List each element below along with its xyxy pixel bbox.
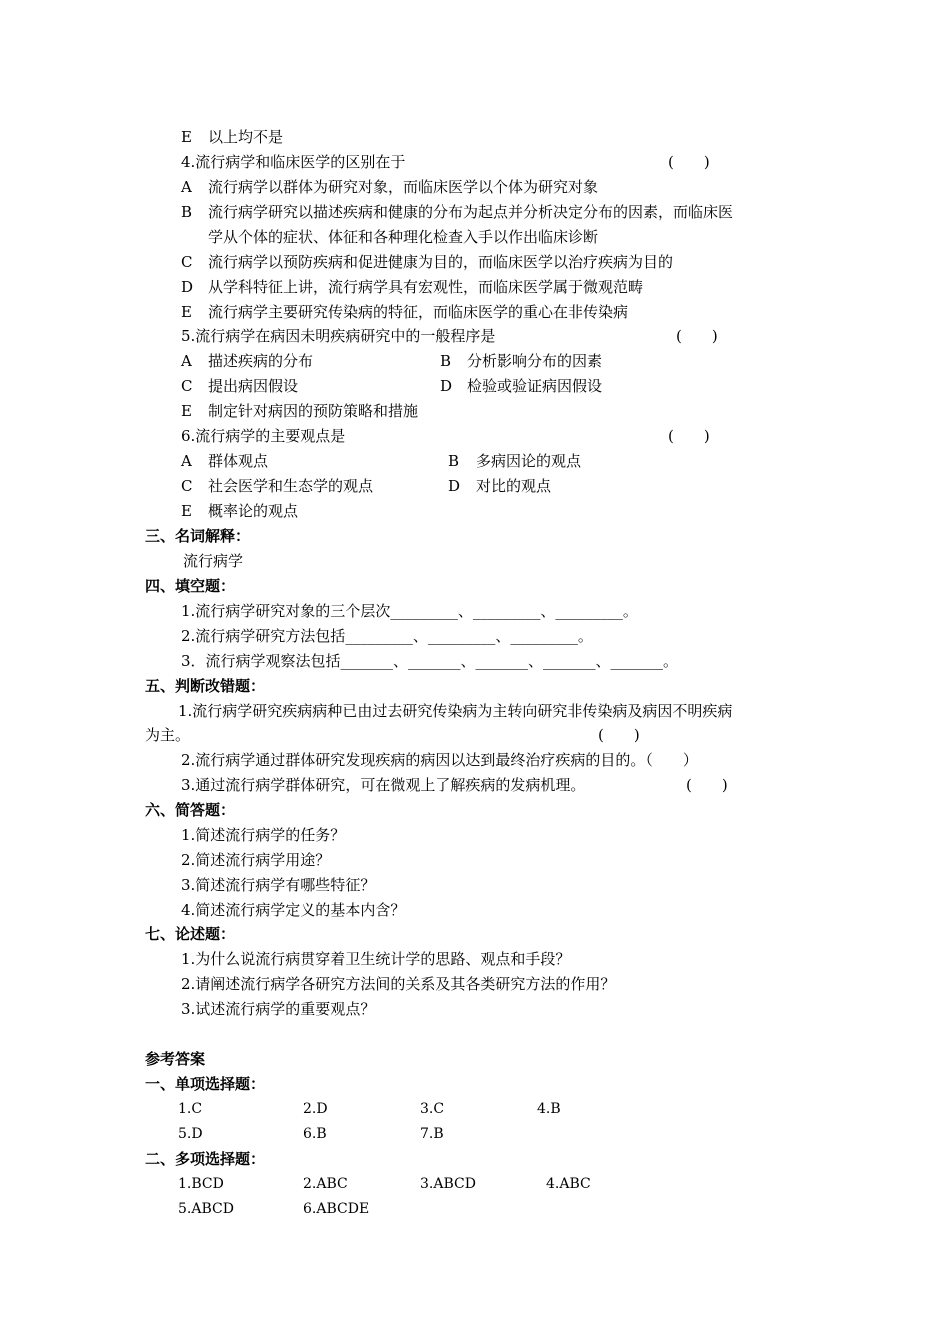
section-heading: 六、简答题： — [145, 801, 236, 819]
option-letter: D — [181, 278, 194, 296]
essay-item: 3.试述流行病学的重要观点？ — [181, 1000, 376, 1018]
answer-paren: ( ) — [668, 427, 710, 445]
judge-item: 1.流行病学研究疾病病种已由过去研究传染病为主转向研究非传染病及病因不明疾病 — [178, 702, 733, 720]
option-letter: A — [181, 178, 192, 196]
option-text: 社会医学和生态学的观点 — [208, 477, 374, 495]
question-stem: 4.流行病学和临床医学的区别在于 — [181, 153, 406, 171]
option-text: 流行病学以群体为研究对象，而临床医学以个体为研究对象 — [208, 178, 599, 196]
section-heading: 三、名词解释： — [145, 527, 251, 545]
answer-item: 4.B — [537, 1101, 561, 1117]
section-heading: 一、单项选择题： — [145, 1075, 266, 1093]
option-text: 多病因论的观点 — [476, 452, 582, 470]
answer-item: 6.B — [303, 1126, 327, 1142]
short-answer-item: 2.简述流行病学用途？ — [181, 851, 331, 869]
option-text: 对比的观点 — [476, 477, 552, 495]
option-letter: B — [181, 203, 193, 221]
answer-item: 5.D — [178, 1126, 203, 1142]
answer-item: 2.ABC — [303, 1176, 348, 1192]
answer-paren: ( ) — [598, 726, 640, 744]
option-text: 分析影响分布的因素 — [467, 352, 603, 370]
option-letter: E — [181, 303, 192, 321]
option-letter: A — [181, 352, 192, 370]
answer-item: 3.C — [420, 1101, 445, 1117]
short-answer-item: 4.简述流行病学定义的基本内含？ — [181, 901, 406, 919]
option-text: 以上均不是 — [208, 128, 284, 146]
answer-item: 7.B — [420, 1126, 444, 1142]
option-letter: E — [181, 402, 192, 420]
option-text: 流行病学以预防疾病和促进健康为目的，而临床医学以治疗疾病为目的 — [208, 253, 674, 271]
option-text: 检验或验证病因假设 — [467, 377, 603, 395]
answer-item: 4.ABC — [546, 1176, 591, 1192]
judge-item: 2.流行病学通过群体研究发现疾病的病因以达到最终治疗疾病的目的。（ ） — [181, 751, 698, 769]
option-text: 流行病学主要研究传染病的特征，而临床医学的重心在非传染病 — [208, 303, 629, 321]
fill-blank-item: 2.流行病学研究方法包括_________、_________、_________。 — [181, 627, 593, 645]
option-text: 描述疾病的分布 — [208, 352, 314, 370]
answers-title: 参考答案 — [145, 1050, 206, 1068]
option-letter: A — [181, 452, 192, 470]
question-stem: 5.流行病学在病因未明疾病研究中的一般程序是 — [181, 327, 496, 345]
answer-item: 2.D — [303, 1101, 328, 1117]
answer-paren: ( ) — [686, 776, 728, 794]
judge-item: 3.通过流行病学群体研究，可在微观上了解疾病的发病机理。 — [181, 776, 586, 794]
option-text-continued: 学从个体的症状、体征和各种理化检查入手以作出临床诊断 — [208, 228, 599, 246]
answer-item: 5.ABCD — [178, 1201, 234, 1217]
section-heading: 四、填空题： — [145, 577, 236, 595]
option-letter: B — [448, 452, 460, 470]
option-text: 流行病学研究以描述疾病和健康的分布为起点并分析决定分布的因素，而临床医 — [208, 203, 734, 221]
answer-item: 1.BCD — [178, 1176, 224, 1192]
option-text: 从学科特征上讲，流行病学具有宏观性，而临床医学属于微观范畴 — [208, 278, 644, 296]
answer-item: 1.C — [178, 1101, 203, 1117]
section-heading: 二、多项选择题： — [145, 1150, 266, 1168]
option-letter: C — [181, 477, 193, 495]
option-letter: D — [448, 477, 461, 495]
option-letter: E — [181, 502, 192, 520]
answer-item: 6.ABCDE — [303, 1201, 370, 1217]
option-text: 概率论的观点 — [208, 502, 299, 520]
answer-paren: ( ) — [668, 153, 710, 171]
option-letter: B — [440, 352, 452, 370]
option-text: 群体观点 — [208, 452, 269, 470]
fill-blank-item: 3．流行病学观察法包括_______、_______、_______、_______、_______。 — [181, 652, 679, 670]
judge-item-continued: 为主。 — [145, 726, 191, 744]
essay-item: 2.请阐述流行病学各研究方法间的关系及其各类研究方法的作用？ — [181, 975, 616, 993]
short-answer-item: 1.简述流行病学的任务？ — [181, 826, 346, 844]
option-text: 提出病因假设 — [208, 377, 299, 395]
question-stem: 6.流行病学的主要观点是 — [181, 427, 346, 445]
option-letter: C — [181, 377, 193, 395]
answer-item: 3.ABCD — [420, 1176, 476, 1192]
option-letter: C — [181, 253, 193, 271]
term-item: 流行病学 — [183, 552, 244, 570]
fill-blank-item: 1.流行病学研究对象的三个层次_________、_________、_________。 — [181, 602, 638, 620]
answer-paren: ( ) — [676, 327, 718, 345]
section-heading: 七、论述题： — [145, 925, 236, 943]
short-answer-item: 3.简述流行病学有哪些特征？ — [181, 876, 376, 894]
option-text: 制定针对病因的预防策略和措施 — [208, 402, 419, 420]
option-letter: D — [440, 377, 453, 395]
option-letter: E — [181, 128, 192, 146]
section-heading: 五、判断改错题： — [145, 677, 266, 695]
essay-item: 1.为什么说流行病贯穿着卫生统计学的思路、观点和手段？ — [181, 950, 571, 968]
